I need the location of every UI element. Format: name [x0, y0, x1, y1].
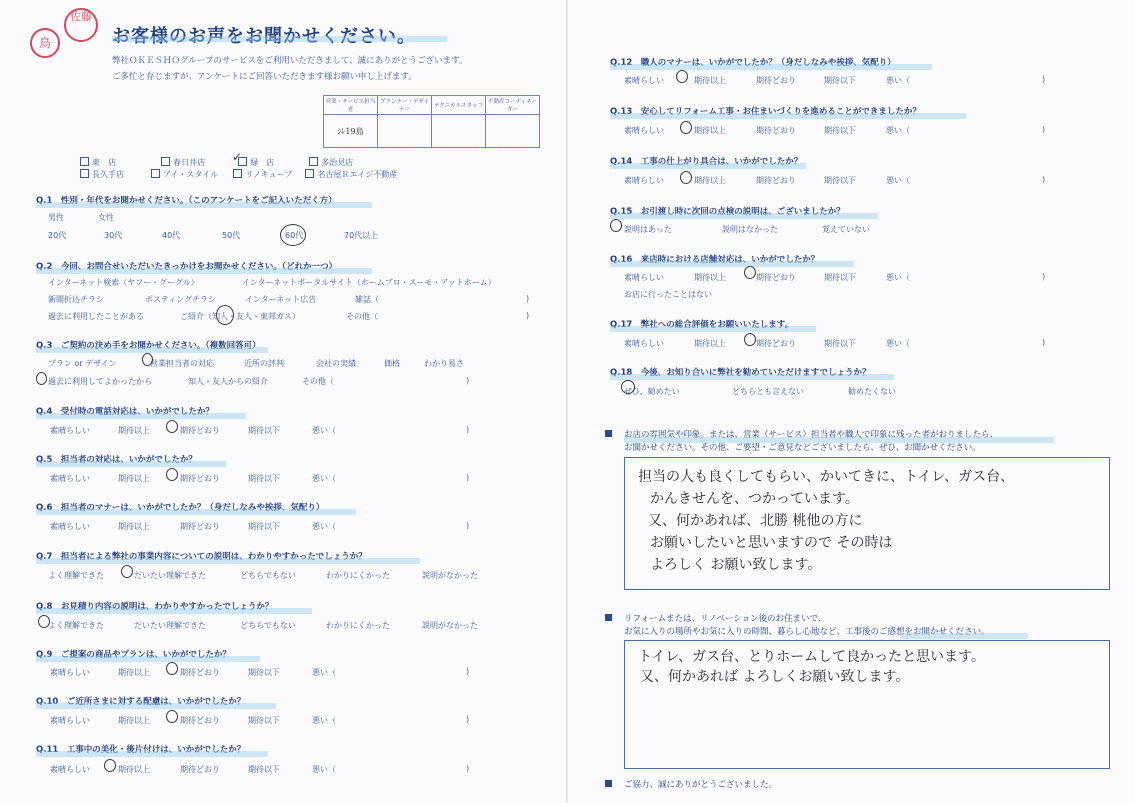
seal-stamp-2: 佐藤 — [64, 8, 98, 42]
q16-title: Q.16 来店時における店舗対応は、いかがでしたか？ — [610, 255, 820, 265]
answer-circle — [680, 121, 692, 134]
rating-option[interactable]: 期待以下 — [824, 273, 856, 282]
rating-option[interactable]: 期待以上 — [118, 426, 150, 435]
q2-opt[interactable]: その他（ — [346, 312, 378, 321]
free2-question-1: リフォームまたは、リノベーション後のお住まいで、 — [624, 614, 827, 624]
rating-option[interactable]: 期待どおり — [756, 273, 796, 282]
rating-option[interactable]: 期待以上 — [118, 668, 150, 677]
understand-option[interactable]: だいたい理解できた — [134, 571, 206, 580]
staff-value-sales: ｼﾚ19島 — [324, 115, 378, 148]
answer-circle — [166, 710, 178, 723]
close-paren: ) — [1042, 272, 1046, 281]
rating-option[interactable]: 悪い（ — [312, 765, 336, 774]
close-paren: ) — [1042, 125, 1046, 134]
q18-opt[interactable]: ぜひ、勧めたい — [624, 387, 680, 396]
q3-opt[interactable]: 過去に利用してよかったから — [48, 377, 152, 386]
free2-answer-line: トイレ、ガス台、とりホームして良かったと思います。 — [638, 649, 986, 665]
staff-header-planner: プランナー・デザイナー — [378, 96, 432, 115]
rating-option[interactable]: 期待以上 — [118, 765, 150, 774]
rating-option[interactable]: 悪い（ — [886, 76, 910, 85]
q13-highlight — [610, 113, 966, 119]
bullet-square-icon — [605, 614, 612, 621]
q2-opt[interactable]: 新聞折込チラシ — [48, 295, 104, 304]
q2-opt[interactable]: 過去に利用したことがある — [48, 312, 144, 321]
answer-circle — [676, 70, 688, 83]
rating-option[interactable]: 期待以上 — [694, 176, 726, 185]
rating-option[interactable]: 悪い（ — [312, 522, 336, 531]
rating-option[interactable]: 悪い（ — [886, 176, 910, 185]
q15-title: Q.15 お引渡し時に次回の点検の説明は、ございましたか？ — [610, 207, 845, 217]
q13-title: Q.13 安心してリフォーム工事・お住まいづくりを進めることができましたか？ — [610, 107, 921, 117]
q8-highlight — [36, 608, 312, 614]
rating-option[interactable]: 期待どおり — [180, 765, 220, 774]
q2-title: Q.2 今回、お問合せいただいたきっかけをお聞かせください。（どれか一つ） — [36, 262, 338, 272]
answer-circle — [280, 224, 306, 246]
rating-option[interactable]: 悪い（ — [312, 426, 336, 435]
staff-header-technical: テクニカルスタッフ — [432, 96, 486, 115]
q9-highlight — [36, 656, 260, 662]
free1-question-1: お店の雰囲気や印象。または、営業（サービス）担当者や職人で印象に残った者がおりましたら、 — [624, 430, 999, 440]
rating-option[interactable]: 期待以下 — [824, 126, 856, 135]
understand-option[interactable]: わかりにくかった — [326, 621, 390, 630]
staff-value-planner — [378, 115, 432, 148]
answer-circle — [744, 266, 756, 279]
q2-opt[interactable]: ご紹介（知人・友人・東邦ガス） — [180, 312, 300, 321]
title-highlight — [112, 36, 447, 42]
free1-question-2: お聞かせください。その他、ご要望・ご意見などございましたら、ぜひ、お聞かせください。 — [624, 443, 981, 453]
rating-option[interactable]: 素晴らしい — [624, 126, 664, 135]
rating-option[interactable]: 期待以上 — [118, 474, 150, 483]
answer-circle — [621, 380, 635, 394]
store-checkbox[interactable]: リノキューブ — [233, 170, 292, 179]
rating-option[interactable]: 悪い（ — [886, 273, 910, 282]
free2-question-2: お気に入りの場所やお気に入りの時間、暮らし心地など、工事後のご感想をお聞かせください。 — [624, 627, 990, 637]
q3-opt[interactable]: わかり易さ — [424, 359, 464, 368]
q3-opt[interactable]: 価格 — [384, 359, 400, 368]
q15-opt[interactable]: 説明はあった — [624, 225, 672, 234]
q3-title: Q.3 ご契約の決め手をお聞かせください。（複数回答可） — [36, 341, 261, 351]
rating-option[interactable]: 期待どおり — [180, 668, 220, 677]
q1-title: Q.1 性別・年代をお聞かせください。（このアンケートをご記入いただく方） — [36, 196, 337, 206]
rating-option[interactable]: 期待以下 — [824, 76, 856, 85]
q14-highlight — [610, 163, 806, 169]
understand-option[interactable]: だいたい理解できた — [134, 621, 206, 630]
q1-age-50[interactable]: 50代 — [222, 231, 241, 240]
close-paren: ) — [1042, 75, 1046, 84]
q15-opt[interactable]: 説明はなかった — [722, 225, 778, 234]
q14-title: Q.14 工事の仕上がり具合は、いかがでしたか？ — [610, 157, 803, 167]
q8-title: Q.8 お見積り内容の説明は、わかりやすかったでしょうか？ — [36, 602, 274, 612]
answer-circle — [38, 615, 50, 628]
store-checkbox[interactable]: 名古屋Ｒエイジ不動産 — [305, 170, 397, 179]
q1-age-70[interactable]: 70代以上 — [344, 231, 379, 240]
rating-option[interactable]: 期待どおり — [180, 522, 220, 531]
q1-male[interactable]: 男性 — [48, 213, 64, 222]
store-checkbox[interactable]: 長久手店 — [80, 170, 124, 179]
q16-no-visit[interactable]: お店に行ったことはない — [624, 290, 712, 299]
understand-option[interactable]: わかりにくかった — [326, 571, 390, 580]
rating-option[interactable]: 期待どおり — [180, 716, 220, 725]
staff-header-realestate: 不動産コーディネーター — [486, 96, 540, 115]
store-checkbox[interactable]: 緑 店 — [238, 158, 274, 167]
rating-option[interactable]: 素晴らしい — [50, 474, 90, 483]
store-checkbox[interactable]: 東 店 — [80, 158, 116, 167]
store-row-2 — [80, 169, 397, 180]
free1-answer-line: お願いしたいと思いますので その時は — [650, 535, 893, 551]
understand-option[interactable]: よく理解できた — [48, 571, 104, 580]
close-paren: ) — [1042, 338, 1046, 347]
answer-circle — [166, 420, 178, 433]
q3-highlight — [36, 347, 268, 353]
close-paren: ) — [466, 425, 470, 434]
q12-highlight — [610, 64, 932, 70]
page-fold — [566, 0, 568, 803]
q2-opt[interactable]: インターネット検索（ヤフー・グーグル） — [48, 278, 199, 287]
understand-option[interactable]: 説明がなかった — [422, 571, 478, 580]
rating-option[interactable]: 素晴らしい — [624, 176, 664, 185]
answer-circle — [121, 565, 133, 578]
bullet-square-icon — [605, 430, 612, 437]
intro-line-2: ご多忙と存じますが、アンケートにご回答いただきます様お願い申し上げます。 — [112, 72, 417, 82]
rating-option[interactable]: 期待以下 — [248, 522, 280, 531]
q3-opt[interactable]: 知人・友人からの紹介 — [188, 377, 268, 386]
q2-opt[interactable]: インターネット広告 — [245, 295, 317, 304]
q2-opt[interactable]: ポスティングチラシ — [145, 295, 217, 304]
free1-answer-line: 担当の人も良くしてもらい、かいてきに、トイレ、ガス台、 — [638, 469, 1015, 485]
intro-line-1: 弊社ＯＫＥＳＨＯグループのサービスをご利用いただきまして、誠にありがとうございます。 — [112, 56, 468, 66]
q2-highlight — [36, 268, 372, 274]
q16-highlight — [610, 261, 854, 267]
rating-option[interactable]: 期待どおり — [756, 126, 796, 135]
store-checkbox[interactable]: アイ・スタイル — [151, 170, 218, 179]
understand-option[interactable]: どちらでもない — [240, 621, 296, 630]
free1-answer-line: よろしく お願い致します。 — [650, 557, 822, 573]
q6-highlight — [36, 509, 356, 515]
q17-title: Q.17 弊社への総合評価をお願いいたします。 — [610, 320, 794, 330]
q18-opt[interactable]: どちらとも言えない — [732, 387, 804, 396]
answer-circle — [166, 468, 178, 481]
rating-option[interactable]: 素晴らしい — [50, 765, 90, 774]
rating-option[interactable]: 期待どおり — [756, 339, 796, 348]
rating-option[interactable]: 期待以上 — [118, 522, 150, 531]
staff-value-technical — [432, 115, 486, 148]
free2-highlight — [900, 633, 1028, 639]
q4-title: Q.4 受付時の電話対応は、いかがでしたか？ — [36, 407, 214, 417]
check-mark-icon: ✓ — [232, 150, 243, 164]
close-paren: ) — [466, 764, 470, 773]
q18-highlight — [610, 374, 894, 380]
free1-highlight — [624, 437, 1054, 443]
close-paren: ) — [466, 667, 470, 676]
rating-option[interactable]: 素晴らしい — [50, 716, 90, 725]
staff-header-sales: 営業・サービス担当者 — [324, 96, 378, 115]
q10-highlight — [36, 703, 276, 709]
rating-option[interactable]: 悪い（ — [312, 716, 336, 725]
rating-option[interactable]: 素晴らしい — [624, 273, 664, 282]
answer-circle — [744, 333, 756, 346]
rating-option[interactable]: 期待以上 — [694, 76, 726, 85]
rating-option[interactable]: 期待以上 — [694, 339, 726, 348]
rating-option[interactable]: 期待どおり — [756, 76, 796, 85]
rating-option[interactable]: 悪い（ — [886, 339, 910, 348]
q2-opt[interactable]: インターネットポータルサイト（ホームプロ・スーモ・アットホーム） — [242, 278, 496, 287]
rating-option[interactable]: 期待以上 — [694, 126, 726, 135]
q7-highlight — [36, 558, 420, 564]
answer-circle — [610, 219, 622, 232]
answer-circle — [36, 372, 47, 385]
rating-option[interactable]: 期待以下 — [248, 765, 280, 774]
free2-answer-line: 又、何かあれば よろしくお願い致します。 — [640, 669, 910, 685]
q1-age-20[interactable]: 20代 — [48, 231, 67, 240]
store-checkbox[interactable]: 春日井店 — [161, 158, 205, 167]
rating-option[interactable]: 期待以下 — [248, 668, 280, 677]
close-paren: ) — [466, 715, 470, 724]
understand-option[interactable]: よく理解できた — [48, 621, 104, 630]
q12-title: Q.12 職人のマナーは、いかがでしたか？（身だしなみや挨拶、気配り） — [610, 58, 896, 68]
q1-highlight — [36, 202, 372, 208]
q3-opt[interactable]: 会社の実績 — [316, 359, 356, 368]
close-paren: ) — [526, 294, 530, 303]
close-paren: ) — [466, 473, 470, 482]
answer-circle — [216, 305, 234, 325]
footer-thanks: ご協力、誠にありがとうございました。 — [624, 780, 778, 790]
rating-option[interactable]: 期待以上 — [694, 273, 726, 282]
close-paren: ) — [526, 311, 530, 320]
q1-age-40[interactable]: 40代 — [162, 231, 181, 240]
close-paren: ) — [466, 376, 470, 385]
q3-opt[interactable]: その他（ — [302, 377, 334, 386]
q3-opt[interactable]: 営業担当者の対応 — [150, 359, 214, 368]
q2-opt[interactable]: 雑誌（ — [355, 295, 379, 304]
rating-option[interactable]: 期待以下 — [248, 716, 280, 725]
q3-opt[interactable]: 近所の評判 — [244, 359, 284, 368]
q18-title: Q.18 今後、お知り合いに弊社を勧めていただけますでしょうか？ — [610, 368, 871, 378]
bullet-square-icon — [605, 780, 612, 787]
rating-option[interactable]: 素晴らしい — [50, 668, 90, 677]
rating-option[interactable]: 悪い（ — [886, 126, 910, 135]
q4-highlight — [36, 413, 246, 419]
rating-option[interactable]: 期待どおり — [756, 176, 796, 185]
q1-female[interactable]: 女性 — [98, 213, 114, 222]
staff-table — [323, 95, 540, 148]
q15-opt[interactable]: 覚えていない — [822, 225, 870, 234]
page-title: お客様のお声をお聞かせください。 — [112, 26, 416, 47]
q17-highlight — [610, 326, 816, 332]
q9-title: Q.9 ご提案の商品やプランは、いかがでしたか？ — [36, 650, 231, 660]
rating-option[interactable]: 期待どおり — [180, 474, 220, 483]
rating-option[interactable]: 素晴らしい — [50, 426, 90, 435]
answer-circle — [680, 171, 692, 184]
free1-answer-line: かんきせんを、つかっています。 — [650, 491, 859, 507]
understand-option[interactable]: 説明がなかった — [422, 621, 478, 630]
store-checkbox[interactable]: 多治見店 — [309, 158, 353, 167]
free1-answer-line: 又、何かあれば、北勝 桃他の方に — [648, 513, 863, 529]
rating-option[interactable]: 期待以下 — [248, 474, 280, 483]
close-paren: ) — [466, 521, 470, 530]
q3-opt[interactable]: プラン or デザイン — [48, 359, 117, 368]
staff-value-realestate — [486, 115, 540, 148]
rating-option[interactable]: 期待以上 — [118, 716, 150, 725]
understand-option[interactable]: どちらでもない — [240, 571, 296, 580]
rating-option[interactable]: 悪い（ — [312, 474, 336, 483]
rating-option[interactable]: 期待どおり — [180, 426, 220, 435]
seal-stamp-1: 鳥 — [30, 28, 60, 58]
q11-title: Q.11 工事中の美化・後片付けは、いかがでしたか？ — [36, 745, 246, 755]
rating-option[interactable]: 素晴らしい — [624, 76, 664, 85]
rating-option[interactable]: 素晴らしい — [50, 522, 90, 531]
q7-title: Q.7 担当者による弊社の事業内容についての説明は、わかりやすかったでしょうか？ — [36, 552, 367, 562]
q11-highlight — [36, 751, 268, 757]
answer-circle — [142, 353, 153, 366]
q6-title: Q.6 担当者のマナーは、いかがでしたか？（身だしなみや挨拶、気配り） — [36, 503, 325, 513]
q5-title: Q.5 担当者の対応は、いかがでしたか？ — [36, 455, 197, 465]
rating-option[interactable]: 素晴らしい — [624, 339, 664, 348]
q10-title: Q.10 ご近所さまに対する配慮は、いかがでしたか？ — [36, 697, 246, 707]
store-row-1 — [80, 157, 353, 168]
answer-circle — [104, 759, 116, 772]
rating-option[interactable]: 悪い（ — [312, 668, 336, 677]
close-paren: ) — [1042, 175, 1046, 184]
q18-opt[interactable]: 勧めたくない — [848, 387, 896, 396]
q15-highlight — [610, 213, 878, 219]
q1-age-30[interactable]: 30代 — [104, 231, 123, 240]
answer-circle — [166, 662, 178, 675]
q5-highlight — [36, 461, 226, 467]
rating-option[interactable]: 期待以下 — [248, 426, 280, 435]
rating-option[interactable]: 期待以下 — [824, 339, 856, 348]
q1-age-60[interactable]: 60代 — [285, 231, 304, 240]
rating-option[interactable]: 期待以下 — [824, 176, 856, 185]
